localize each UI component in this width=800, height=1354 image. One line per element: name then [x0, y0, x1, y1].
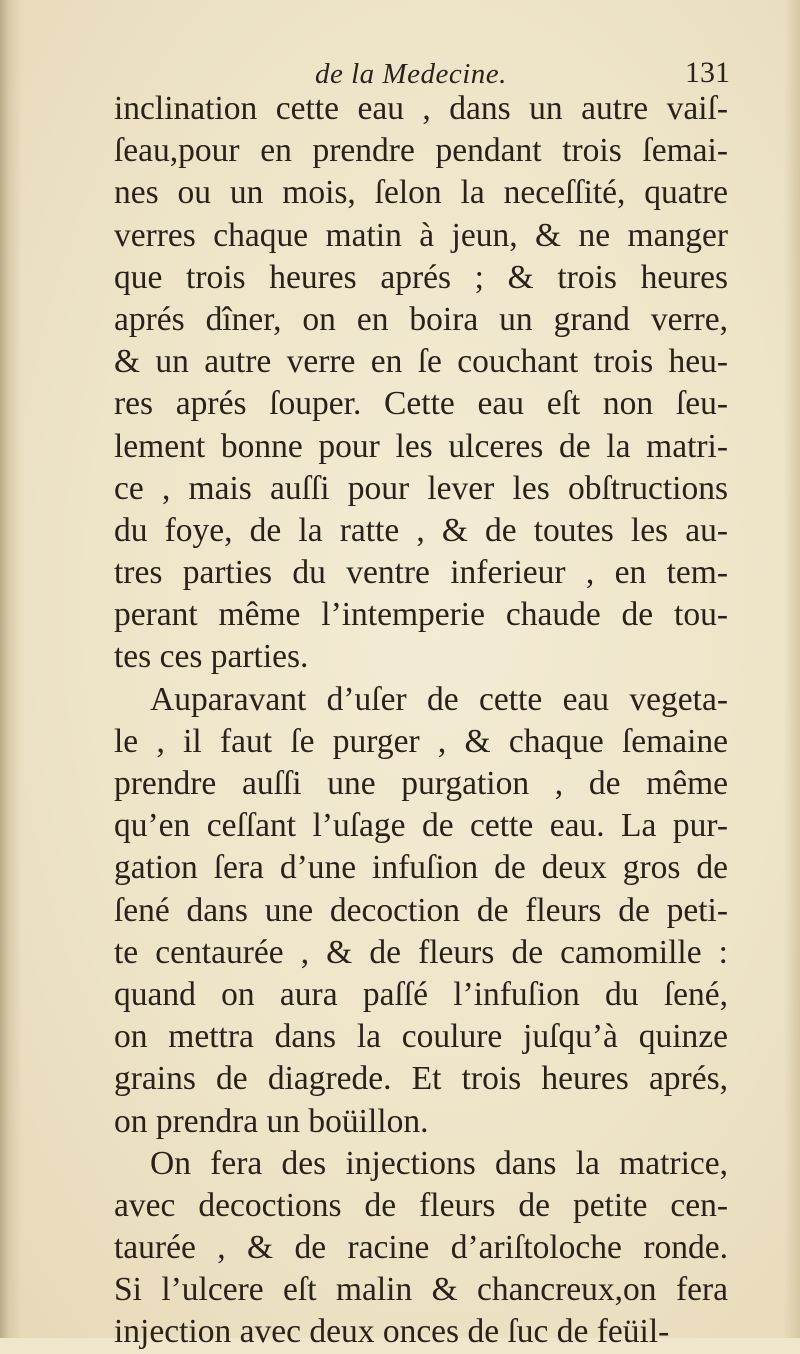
body-text: [114, 88, 728, 1354]
text-line: du foye, de la ratte , & de toutes les au-: [114, 511, 728, 549]
binding-gutter-shadow: [0, 0, 22, 1338]
text-line: quand on aura paſſé l’infuſion du ſené,: [114, 975, 728, 1013]
text-line: que trois heures aprés ; & trois heures: [114, 258, 728, 296]
text-line: on prendra un boüillon.: [114, 1102, 429, 1140]
text-line: qu’en ceſſant l’uſage de cette eau. La pur-: [114, 807, 728, 845]
text-line: tes ces parties.: [114, 638, 309, 676]
text-line: taurée , & de racine d’ariſtoloche ronde.: [114, 1229, 728, 1267]
text-line: lement bonne pour les ulceres de la matri-: [114, 427, 728, 465]
text-line: te centaurée , & de fleurs de camomille :: [114, 933, 728, 971]
text-line: gation ſera d’une infuſion de deux gros de: [114, 849, 728, 887]
text-line: Si l’ulcere eſt malin & chancreux,on fera: [114, 1271, 728, 1309]
text-line: Auparavant d’uſer de cette eau vegeta-: [150, 680, 728, 718]
text-line: avec decoctions de fleurs de petite cen-: [114, 1186, 728, 1224]
text-line: ſené dans une decoction de fleurs de peti-: [114, 891, 728, 929]
text-line: aprés dîner, on en boira un grand verre,: [114, 300, 728, 338]
text-line: prendre auſſi une purgation , de même: [114, 765, 728, 802]
text-line: on mettra dans la coulure juſqu’à quinze: [114, 1018, 728, 1056]
paragraph: [114, 88, 728, 679]
text-line: res aprés ſouper. Cette eau eſt non ſeu-: [114, 385, 728, 423]
text-line: grains de diagrede. Et trois heures aprés,: [114, 1060, 728, 1098]
running-title: de la Medecine.: [315, 58, 507, 90]
text-line: & un autre verre en ſe couchant trois heu-: [114, 343, 728, 381]
text-line: inclination cette eau , dans un autre vaiſ-: [114, 90, 728, 127]
page-number: 131: [685, 56, 730, 89]
text-line: injection avec deux onces de ſuc de feüil-: [114, 1313, 670, 1351]
text-line: tres parties du ventre inferieur , en tem-: [114, 554, 728, 592]
page-edge-shadow: [784, 0, 800, 1338]
text-line: perant même l’intemperie chaude de tou-: [114, 596, 728, 634]
text-line: verres chaque matin à jeun, & ne manger: [114, 216, 728, 254]
text-line: ſeau,pour en prendre pendant trois ſemai-: [114, 132, 728, 170]
text-line: ce , mais auſſi pour lever les obſtructions: [114, 469, 728, 507]
text-line: nes ou un mois, ſelon la neceſſité, quatre: [114, 174, 728, 212]
paragraph: [114, 679, 728, 1143]
text-line: le , il faut ſe purger , & chaque ſemaine: [114, 722, 728, 760]
text-line: On fera des injections dans la matrice,: [150, 1144, 728, 1182]
paragraph: [114, 1143, 728, 1354]
